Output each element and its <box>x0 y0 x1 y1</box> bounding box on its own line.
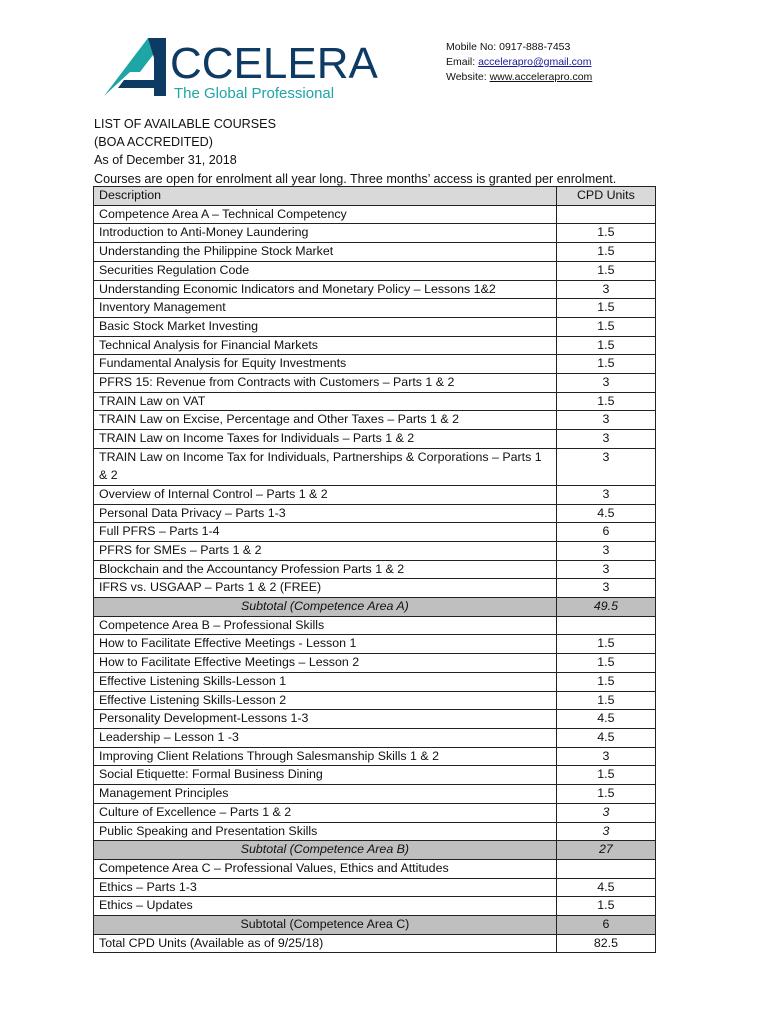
course-description: Improving Client Relations Through Salesmanship Skills 1 & 2 <box>94 747 557 766</box>
course-cpd-units: 4.5 <box>556 728 655 747</box>
logo-brand: CCELERA <box>170 39 378 88</box>
area-title-row <box>94 205 656 224</box>
course-description: Securities Regulation Code <box>94 261 557 280</box>
course-description: TRAIN Law on Excise, Percentage and Other Taxes – Parts 1 & 2 <box>94 411 557 430</box>
course-cpd-units: 3 <box>556 430 655 449</box>
website-line <box>446 70 592 85</box>
course-description: Effective Listening Skills-Lesson 2 <box>94 691 557 710</box>
mobile-line <box>446 40 592 55</box>
course-cpd-units: 4.5 <box>556 504 655 523</box>
course-description: Overview of Internal Control – Parts 1 & 2 <box>94 485 557 504</box>
mobile-number: 0917-888-7453 <box>499 41 571 53</box>
course-cpd-units: 3 <box>556 280 655 299</box>
table-row <box>94 822 656 841</box>
total-row <box>94 934 656 953</box>
course-description: Personality Development-Lessons 1-3 <box>94 710 557 729</box>
course-description: Understanding the Philippine Stock Market <box>94 243 557 262</box>
email-line <box>446 55 592 70</box>
table-header-row <box>94 187 656 206</box>
table-row <box>94 317 656 336</box>
table-row <box>94 747 656 766</box>
subtotal-value: 6 <box>556 916 655 935</box>
course-description: Fundamental Analysis for Equity Investments <box>94 355 557 374</box>
course-description: Understanding Economic Indicators and Monetary Policy – Lessons 1&2 <box>94 280 557 299</box>
course-description: Ethics – Parts 1-3 <box>94 878 557 897</box>
course-cpd-units: 3 <box>556 747 655 766</box>
table-row <box>94 897 656 916</box>
course-cpd-units: 1.5 <box>556 635 655 654</box>
course-cpd-units: 3 <box>556 579 655 598</box>
as-of-date: As of December 31, 2018 <box>94 153 237 168</box>
website-link[interactable]: www.accelerapro.com <box>489 71 593 83</box>
total-label: Total CPD Units (Available as of 9/25/18) <box>94 934 557 953</box>
table-row <box>94 560 656 579</box>
course-description: Leadership – Lesson 1 -3 <box>94 728 557 747</box>
area-title: Competence Area A – Technical Competency <box>94 205 557 224</box>
course-description: Effective Listening Skills-Lesson 1 <box>94 672 557 691</box>
table-row <box>94 355 656 374</box>
accelera-logo <box>104 36 384 102</box>
area-title: Competence Area C – Professional Values, Ethics and Attitudes <box>94 859 557 878</box>
course-cpd-units: 1.5 <box>556 672 655 691</box>
table-row <box>94 878 656 897</box>
subtotal-row <box>94 598 656 617</box>
course-description: Technical Analysis for Financial Markets <box>94 336 557 355</box>
course-cpd-units: 1.5 <box>556 392 655 411</box>
website-label: Website: <box>446 71 490 83</box>
course-cpd-units: 1.5 <box>556 355 655 374</box>
header-description: Description <box>94 187 557 206</box>
course-description: TRAIN Law on Income Taxes for Individuals – Parts 1 & 2 <box>94 430 557 449</box>
course-cpd-units: 1.5 <box>556 897 655 916</box>
subtotal-value: 49.5 <box>556 598 655 617</box>
course-cpd-units: 1.5 <box>556 243 655 262</box>
course-cpd-units: 1.5 <box>556 336 655 355</box>
area-title: Competence Area B – Professional Skills <box>94 616 557 635</box>
course-description: Inventory Management <box>94 299 557 318</box>
course-description: How to Facilitate Effective Meetings - Lesson 1 <box>94 635 557 654</box>
table-row <box>94 728 656 747</box>
course-description: Blockchain and the Accountancy Profession Parts 1 & 2 <box>94 560 557 579</box>
course-description: Introduction to Anti-Money Laundering <box>94 224 557 243</box>
course-cpd-units: 3 <box>556 560 655 579</box>
course-description: Management Principles <box>94 785 557 804</box>
list-title: LIST OF AVAILABLE COURSES <box>94 117 276 131</box>
email-label: Email: <box>446 56 479 68</box>
course-cpd-units: 1.5 <box>556 261 655 280</box>
area-title-row <box>94 616 656 635</box>
course-cpd-units: 3 <box>556 822 655 841</box>
course-cpd-units: 3 <box>556 485 655 504</box>
course-cpd-units: 1.5 <box>556 654 655 673</box>
area-units-empty <box>556 205 655 224</box>
subtotal-row <box>94 841 656 860</box>
table-row <box>94 654 656 673</box>
area-units-empty <box>556 616 655 635</box>
course-description: How to Facilitate Effective Meetings – Lesson 2 <box>94 654 557 673</box>
area-units-empty <box>556 859 655 878</box>
table-row <box>94 672 656 691</box>
course-cpd-units: 1.5 <box>556 224 655 243</box>
subtotal-value: 27 <box>556 841 655 860</box>
mobile-label: Mobile No: <box>446 41 500 53</box>
header-cpd-units: CPD Units <box>556 187 655 206</box>
course-cpd-units: 1.5 <box>556 785 655 804</box>
course-description: TRAIN Law on Income Tax for Individuals, Partnerships & Corporations – Parts 1 & 2 <box>94 448 557 485</box>
course-description: Basic Stock Market Investing <box>94 317 557 336</box>
logo-tagline: The Global Professional <box>174 85 335 102</box>
table-row <box>94 243 656 262</box>
course-description: Full PFRS – Parts 1-4 <box>94 523 557 542</box>
course-description: Social Etiquette: Formal Business Dining <box>94 766 557 785</box>
course-cpd-units: 3 <box>556 541 655 560</box>
enrolment-note: Courses are open for enrolment all year long. Three months’ access is granted per enrolment. <box>94 171 617 186</box>
course-cpd-units: 4.5 <box>556 710 655 729</box>
table-row <box>94 541 656 560</box>
course-cpd-units: 3 <box>556 803 655 822</box>
email-link[interactable]: accelerapro@gmail.com <box>478 56 592 68</box>
subtotal-label: Subtotal (Competence Area B) <box>94 841 557 860</box>
table-row <box>94 691 656 710</box>
courses-table <box>93 186 656 953</box>
total-value: 82.5 <box>556 934 655 953</box>
course-cpd-units: 4.5 <box>556 878 655 897</box>
course-cpd-units: 1.5 <box>556 766 655 785</box>
table-row <box>94 448 656 485</box>
table-row <box>94 336 656 355</box>
subtotal-label: Subtotal (Competence Area A) <box>94 598 557 617</box>
table-row <box>94 485 656 504</box>
course-cpd-units: 3 <box>556 411 655 430</box>
table-row <box>94 430 656 449</box>
course-description: Ethics – Updates <box>94 897 557 916</box>
course-description: PFRS for SMEs – Parts 1 & 2 <box>94 541 557 560</box>
course-cpd-units: 3 <box>556 374 655 393</box>
table-row <box>94 523 656 542</box>
subtotal-row <box>94 916 656 935</box>
course-cpd-units: 6 <box>556 523 655 542</box>
course-description: Personal Data Privacy – Parts 1-3 <box>94 504 557 523</box>
table-row <box>94 635 656 654</box>
logo-a-bar <box>118 80 160 88</box>
subtotal-label: Subtotal (Competence Area C) <box>94 916 557 935</box>
course-description: PFRS 15: Revenue from Contracts with Customers – Parts 1 & 2 <box>94 374 557 393</box>
table-row <box>94 766 656 785</box>
course-cpd-units: 1.5 <box>556 317 655 336</box>
course-description: TRAIN Law on VAT <box>94 392 557 411</box>
course-description: IFRS vs. USGAAP – Parts 1 & 2 (FREE) <box>94 579 557 598</box>
contact-block <box>446 40 592 85</box>
course-description: Public Speaking and Presentation Skills <box>94 822 557 841</box>
intro-block <box>94 115 616 188</box>
table-row <box>94 374 656 393</box>
course-cpd-units: 1.5 <box>556 299 655 318</box>
course-description: Culture of Excellence – Parts 1 & 2 <box>94 803 557 822</box>
table-row <box>94 803 656 822</box>
table-row <box>94 392 656 411</box>
table-row <box>94 224 656 243</box>
table-row <box>94 261 656 280</box>
table-row <box>94 579 656 598</box>
course-cpd-units: 3 <box>556 448 655 485</box>
area-title-row <box>94 859 656 878</box>
table-row <box>94 785 656 804</box>
list-subtitle: (BOA ACCREDITED) <box>94 135 213 150</box>
table-row <box>94 710 656 729</box>
course-cpd-units: 1.5 <box>556 691 655 710</box>
table-row <box>94 411 656 430</box>
table-row <box>94 280 656 299</box>
table-row <box>94 504 656 523</box>
table-row <box>94 299 656 318</box>
